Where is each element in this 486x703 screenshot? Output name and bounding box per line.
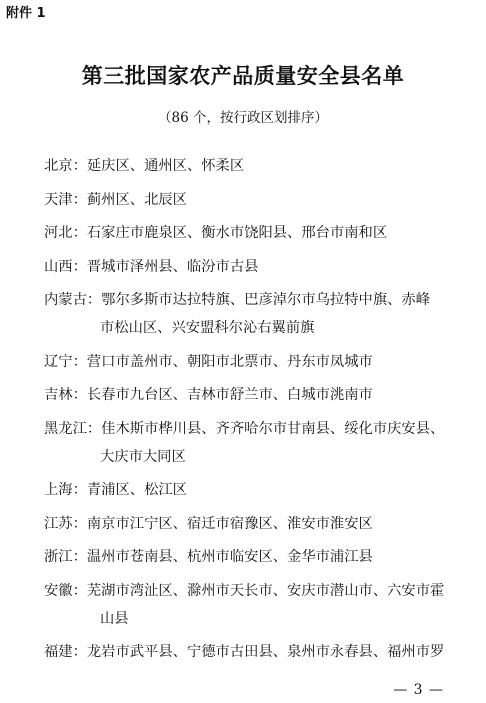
list-item: [44, 253, 474, 281]
list-item: [44, 415, 474, 471]
page-number: — 3 —: [393, 682, 444, 698]
document-title: 第三批国家农产品质量安全县名单: [81, 63, 405, 88]
list-line: 吉林：长春市九台区、吉林市舒兰市、白城市洮南市: [44, 387, 373, 403]
list-item: [44, 381, 474, 409]
list-line: 安徽：芜湖市湾沚区、滁州市天长市、安庆市潜山市、六安市霍: [44, 582, 445, 599]
list-line: 黑龙江：佳木斯市桦川县、齐齐哈尔市甘南县、绥化市庆安县、: [44, 420, 445, 437]
list-item: [44, 348, 474, 376]
county-list: [44, 152, 474, 672]
list-line-continuation: 市松山区、兴安盟科尔沁右翼前旗: [100, 320, 315, 336]
attachment-label: 附件 1: [6, 6, 46, 21]
list-line: 北京：延庆区、通州区、怀柔区: [44, 158, 245, 174]
list-item: [44, 510, 474, 538]
list-line: 辽宁：营口市盖州市、朝阳市北票市、丹东市凤城市: [44, 353, 373, 370]
list-line: 浙江：温州市苍南县、杭州市临安区、金华市浦江县: [44, 549, 373, 565]
list-line: 内蒙古：鄂尔多斯市达拉特旗、巴彦淖尔市乌拉特中旗、赤峰: [44, 292, 431, 308]
list-line: 江苏：南京市江宁区、宿迁市宿豫区、淮安市淮安区: [44, 515, 373, 532]
list-line: 上海：青浦区、松江区: [44, 482, 187, 498]
document-subtitle: （86 个，按行政区划排序）: [158, 110, 328, 126]
list-item: [44, 543, 474, 571]
list-item: [44, 219, 474, 247]
list-line: 河北：石家庄市鹿泉区、衡水市饶阳县、邢台市南和区: [44, 225, 388, 241]
list-line-continuation: 大庆市大同区: [100, 448, 186, 465]
list-line: 天津：蓟州区、北辰区: [44, 191, 187, 208]
list-item: [44, 638, 474, 666]
list-item: [44, 286, 474, 342]
list-line: 山西：晋城市泽州县、临汾市古县: [44, 258, 259, 275]
list-item: [44, 577, 474, 633]
list-line-continuation: 山县: [100, 610, 129, 627]
list-item: [44, 152, 474, 180]
list-line: 福建：龙岩市武平县、宁德市古田县、泉州市永春县、福州市罗: [44, 644, 445, 660]
list-item: [44, 476, 474, 504]
list-item: [44, 186, 474, 214]
